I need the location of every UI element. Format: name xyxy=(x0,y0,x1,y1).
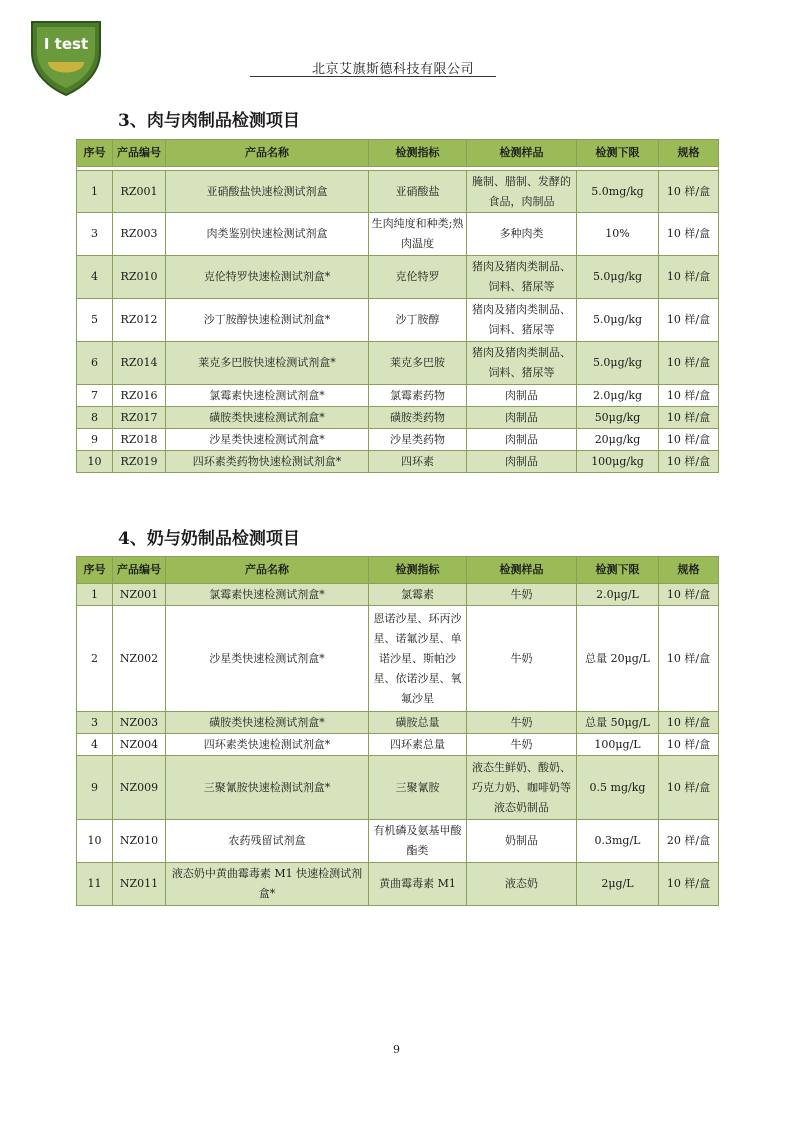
cell-indicator: 沙星类药物 xyxy=(369,429,467,451)
cell-limit: 5.0μg/kg xyxy=(577,299,659,342)
section-title-dairy: 4、奶与奶制品检测项目 xyxy=(118,529,300,549)
cell-name: 四环素类药物快速检测试剂盒* xyxy=(166,451,369,473)
company-name: 北京艾旗斯德科技有限公司 xyxy=(312,62,475,77)
i-test-shield-logo xyxy=(30,18,102,96)
cell-code: RZ012 xyxy=(113,299,166,342)
cell-limit: 2μg/L xyxy=(577,863,659,906)
table-row xyxy=(77,256,719,299)
cell-indicator: 四环素 xyxy=(369,451,467,473)
cell-indicator: 四环素总量 xyxy=(369,734,467,756)
cell-spec: 10 样/盒 xyxy=(659,256,719,299)
cell-code: NZ003 xyxy=(113,712,166,734)
cell-name: 亚硝酸盐快速检测试剂盒 xyxy=(166,171,369,213)
cell-name: 磺胺类快速检测试剂盒* xyxy=(166,407,369,429)
cell-code: RZ018 xyxy=(113,429,166,451)
cell-sample: 肉制品 xyxy=(467,407,577,429)
cell-name: 农药残留试剂盒 xyxy=(166,820,369,863)
section-title-meat: 3、肉与肉制品检测项目 xyxy=(118,111,300,131)
cell-seq: 4 xyxy=(77,734,113,756)
cell-spec: 10 样/盒 xyxy=(659,606,719,712)
cell-limit: 总量 50μg/L xyxy=(577,712,659,734)
cell-indicator: 有机磷及氨基甲酸酯类 xyxy=(369,820,467,863)
table-row xyxy=(77,863,719,906)
cell-limit: 10% xyxy=(577,213,659,256)
cell-indicator: 亚硝酸盐 xyxy=(369,171,467,213)
cell-seq: 11 xyxy=(77,863,113,906)
cell-limit: 50μg/kg xyxy=(577,407,659,429)
cell-sample: 液态生鲜奶、酸奶、巧克力奶、咖啡奶等液态奶制品 xyxy=(467,756,577,820)
cell-seq: 9 xyxy=(77,756,113,820)
table-row xyxy=(77,451,719,473)
cell-indicator: 磺胺总量 xyxy=(369,712,467,734)
table-row xyxy=(77,429,719,451)
cell-code: NZ009 xyxy=(113,756,166,820)
cell-limit: 2.0μg/L xyxy=(577,584,659,606)
col-header-sample: 检测样品 xyxy=(467,140,577,167)
cell-name: 沙星类快速检测试剂盒* xyxy=(166,606,369,712)
cell-code: NZ011 xyxy=(113,863,166,906)
col-header-indicator: 检测指标 xyxy=(369,557,467,584)
cell-name: 克伦特罗快速检测试剂盒* xyxy=(166,256,369,299)
col-header-code: 产品编号 xyxy=(113,557,166,584)
cell-code: RZ014 xyxy=(113,342,166,385)
cell-sample: 猪肉及猪肉类制品、饲料、猪尿等 xyxy=(467,299,577,342)
cell-spec: 10 样/盒 xyxy=(659,584,719,606)
cell-seq: 3 xyxy=(77,213,113,256)
col-header-seq: 序号 xyxy=(77,140,113,167)
cell-sample: 肉制品 xyxy=(467,429,577,451)
cell-sample: 液态奶 xyxy=(467,863,577,906)
cell-seq: 10 xyxy=(77,451,113,473)
cell-code: RZ017 xyxy=(113,407,166,429)
table-header-row xyxy=(77,557,719,584)
cell-seq: 7 xyxy=(77,385,113,407)
cell-name: 沙丁胺醇快速检测试剂盒* xyxy=(166,299,369,342)
cell-spec: 10 样/盒 xyxy=(659,299,719,342)
cell-limit: 5.0mg/kg xyxy=(577,171,659,213)
page-number: 9 xyxy=(393,1043,400,1056)
table-row xyxy=(77,171,719,213)
cell-limit: 2.0μg/kg xyxy=(577,385,659,407)
cell-seq: 10 xyxy=(77,820,113,863)
table-row xyxy=(77,712,719,734)
cell-indicator: 氯霉素 xyxy=(369,584,467,606)
cell-spec: 10 样/盒 xyxy=(659,734,719,756)
cell-spec: 10 样/盒 xyxy=(659,756,719,820)
cell-code: NZ002 xyxy=(113,606,166,712)
cell-sample: 猪肉及猪肉类制品、饲料、猪尿等 xyxy=(467,342,577,385)
table-row xyxy=(77,213,719,256)
cell-indicator: 磺胺类药物 xyxy=(369,407,467,429)
cell-name: 四环素类快速检测试剂盒* xyxy=(166,734,369,756)
cell-sample: 奶制品 xyxy=(467,820,577,863)
cell-spec: 10 样/盒 xyxy=(659,171,719,213)
header-divider xyxy=(250,76,496,77)
col-header-spec: 规格 xyxy=(659,140,719,167)
cell-name: 三聚氰胺快速检测试剂盒* xyxy=(166,756,369,820)
cell-name: 肉类鉴别快速检测试剂盒 xyxy=(166,213,369,256)
cell-indicator: 沙丁胺醇 xyxy=(369,299,467,342)
cell-limit: 100μg/kg xyxy=(577,451,659,473)
col-header-code: 产品编号 xyxy=(113,140,166,167)
cell-name: 氯霉素快速检测试剂盒* xyxy=(166,584,369,606)
dairy-products-table xyxy=(76,556,719,906)
col-header-seq: 序号 xyxy=(77,557,113,584)
cell-code: RZ010 xyxy=(113,256,166,299)
cell-limit: 5.0μg/kg xyxy=(577,342,659,385)
table-row xyxy=(77,342,719,385)
cell-sample: 多种肉类 xyxy=(467,213,577,256)
meat-products-table xyxy=(76,139,719,473)
cell-indicator: 莱克多巴胺 xyxy=(369,342,467,385)
cell-sample: 肉制品 xyxy=(467,451,577,473)
cell-spec: 10 样/盒 xyxy=(659,342,719,385)
col-header-name: 产品名称 xyxy=(166,140,369,167)
cell-code: RZ016 xyxy=(113,385,166,407)
cell-spec: 20 样/盒 xyxy=(659,820,719,863)
cell-name: 液态奶中黄曲霉毒素 M1 快速检测试剂盒* xyxy=(166,863,369,906)
cell-seq: 1 xyxy=(77,171,113,213)
cell-spec: 10 样/盒 xyxy=(659,385,719,407)
col-header-spec: 规格 xyxy=(659,557,719,584)
cell-code: RZ019 xyxy=(113,451,166,473)
cell-spec: 10 样/盒 xyxy=(659,863,719,906)
cell-limit: 总量 20μg/L xyxy=(577,606,659,712)
cell-indicator: 三聚氰胺 xyxy=(369,756,467,820)
col-header-name: 产品名称 xyxy=(166,557,369,584)
cell-spec: 10 样/盒 xyxy=(659,407,719,429)
cell-indicator: 恩诺沙星、环丙沙星、诺氟沙星、单诺沙星、斯帕沙星、依诺沙星、氧氟沙星 xyxy=(369,606,467,712)
table-row xyxy=(77,734,719,756)
cell-name: 莱克多巴胺快速检测试剂盒* xyxy=(166,342,369,385)
cell-sample: 牛奶 xyxy=(467,606,577,712)
cell-code: NZ010 xyxy=(113,820,166,863)
table-row xyxy=(77,407,719,429)
cell-indicator: 生肉纯度和种类;熟肉温度 xyxy=(369,213,467,256)
col-header-limit: 检测下限 xyxy=(577,557,659,584)
cell-seq: 4 xyxy=(77,256,113,299)
table-row xyxy=(77,584,719,606)
table-row xyxy=(77,385,719,407)
cell-seq: 8 xyxy=(77,407,113,429)
cell-seq: 2 xyxy=(77,606,113,712)
cell-spec: 10 样/盒 xyxy=(659,429,719,451)
cell-limit: 20μg/kg xyxy=(577,429,659,451)
cell-code: RZ003 xyxy=(113,213,166,256)
cell-sample: 腌制、腊制、发酵的食品，肉制品 xyxy=(467,171,577,213)
cell-code: RZ001 xyxy=(113,171,166,213)
cell-sample: 牛奶 xyxy=(467,584,577,606)
cell-spec: 10 样/盒 xyxy=(659,213,719,256)
cell-seq: 5 xyxy=(77,299,113,342)
logo-text: I test xyxy=(43,35,89,53)
table-header-row xyxy=(77,140,719,167)
cell-limit: 100μg/L xyxy=(577,734,659,756)
cell-name: 沙星类快速检测试剂盒* xyxy=(166,429,369,451)
cell-spec: 10 样/盒 xyxy=(659,451,719,473)
cell-sample: 猪肉及猪肉类制品、饲料、猪尿等 xyxy=(467,256,577,299)
cell-limit: 5.0μg/kg xyxy=(577,256,659,299)
cell-sample: 肉制品 xyxy=(467,385,577,407)
table-row xyxy=(77,756,719,820)
col-header-limit: 检测下限 xyxy=(577,140,659,167)
table-row xyxy=(77,299,719,342)
cell-limit: 0.3mg/L xyxy=(577,820,659,863)
cell-code: NZ001 xyxy=(113,584,166,606)
cell-code: NZ004 xyxy=(113,734,166,756)
cell-indicator: 克伦特罗 xyxy=(369,256,467,299)
table-row xyxy=(77,606,719,712)
cell-spec: 10 样/盒 xyxy=(659,712,719,734)
table-row xyxy=(77,820,719,863)
cell-sample: 牛奶 xyxy=(467,734,577,756)
cell-sample: 牛奶 xyxy=(467,712,577,734)
cell-indicator: 黄曲霉毒素 M1 xyxy=(369,863,467,906)
col-header-indicator: 检测指标 xyxy=(369,140,467,167)
cell-seq: 3 xyxy=(77,712,113,734)
col-header-sample: 检测样品 xyxy=(467,557,577,584)
cell-indicator: 氯霉素药物 xyxy=(369,385,467,407)
cell-seq: 1 xyxy=(77,584,113,606)
cell-seq: 9 xyxy=(77,429,113,451)
cell-limit: 0.5 mg/kg xyxy=(577,756,659,820)
cell-name: 磺胺类快速检测试剂盒* xyxy=(166,712,369,734)
cell-name: 氯霉素快速检测试剂盒* xyxy=(166,385,369,407)
cell-seq: 6 xyxy=(77,342,113,385)
